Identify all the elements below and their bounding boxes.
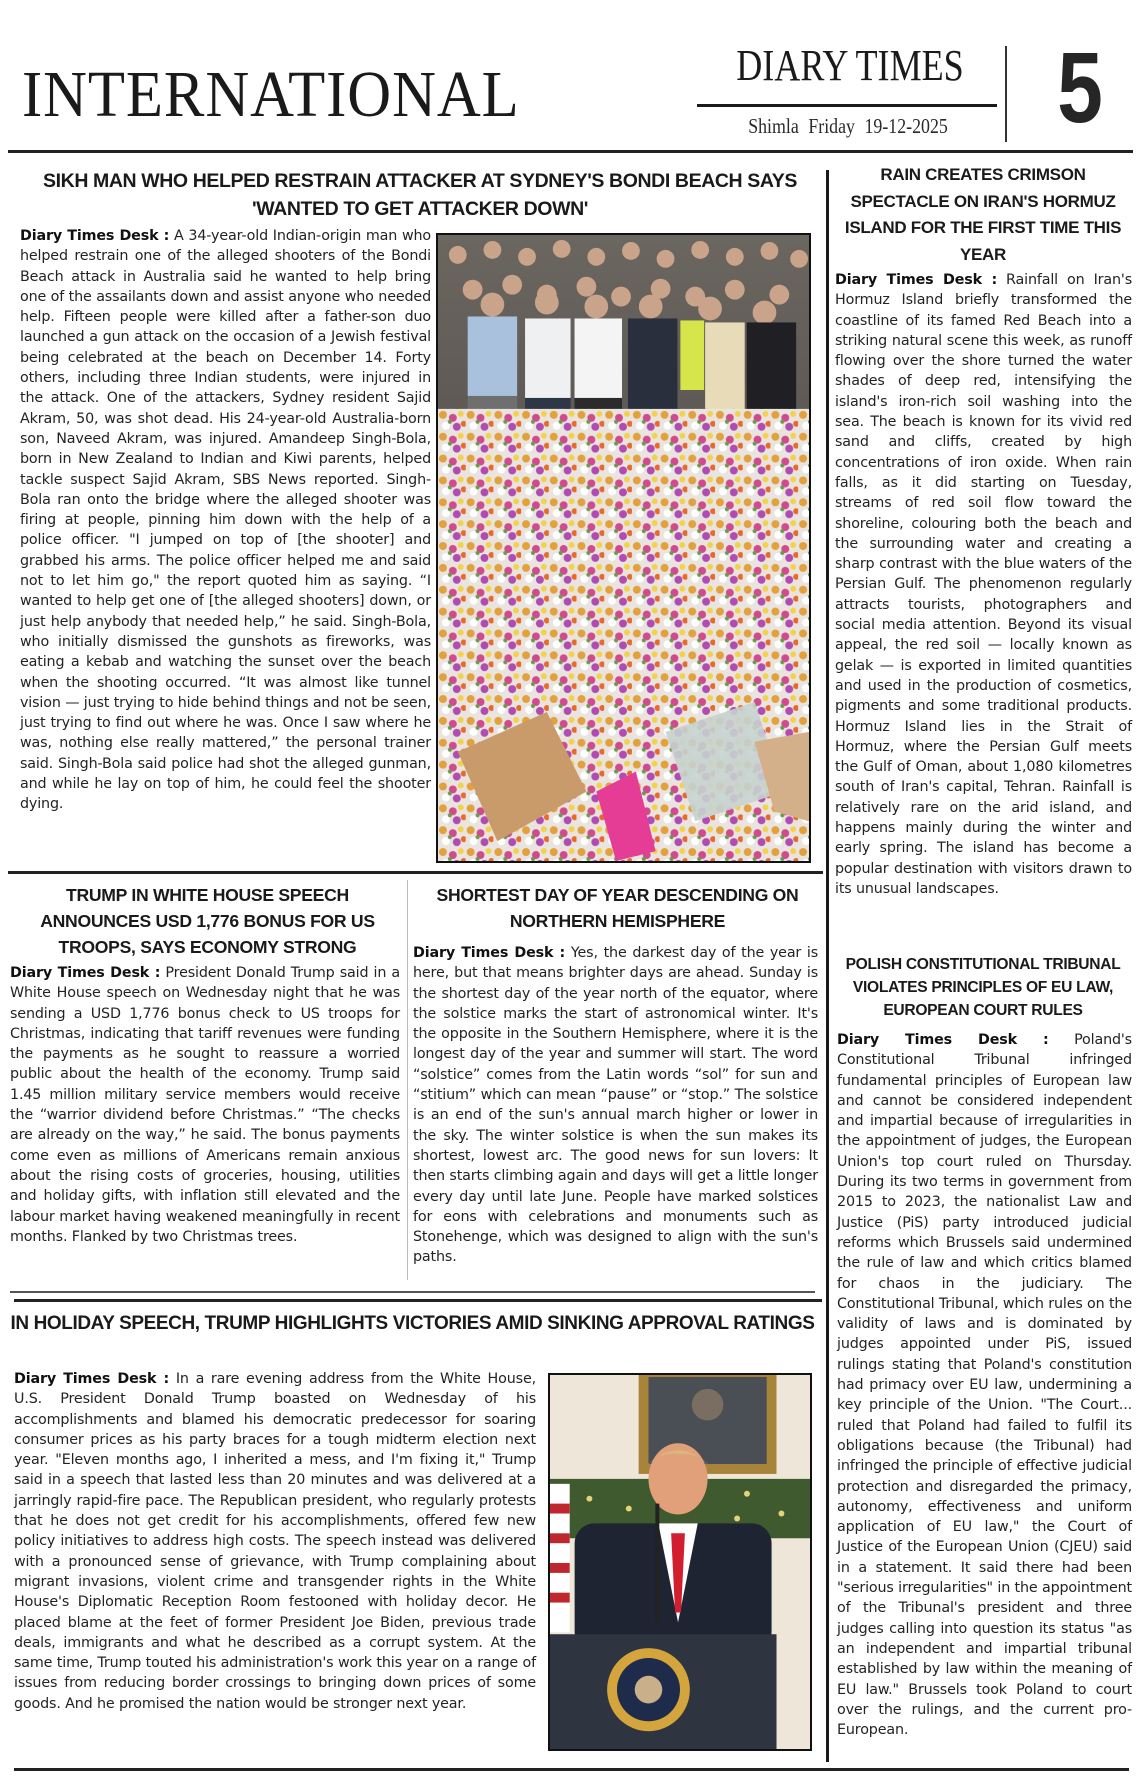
section-divider <box>14 1299 822 1302</box>
headline: POLISH CONSTITUTIONAL TRIBUNAL VIOLATES PRINCIPLES OF EU LAW, EUROPEAN COURT RULES <box>845 956 1121 1019</box>
section-title: INTERNATIONAL <box>22 58 520 131</box>
newspaper-name: DIARY TIMES <box>736 41 964 90</box>
article-body <box>14 1369 536 1714</box>
headline: SIKH MAN WHO HELPED RESTRAIN ATTACKER AT SYDNEY'S BONDI BEACH SAYS 'WANTED TO GET ATTACKER DOWN' <box>43 170 797 220</box>
column-divider <box>407 880 408 1280</box>
photo-trump-podium <box>548 1373 812 1751</box>
masthead-divider <box>1005 46 1007 142</box>
headline: IN HOLIDAY SPEECH, TRUMP HIGHLIGHTS VICTORIES AMID SINKING APPROVAL RATINGS <box>10 1313 815 1334</box>
section-divider <box>10 1291 815 1293</box>
masthead-rule <box>8 150 1133 153</box>
headline: TRUMP IN WHITE HOUSE SPEECH ANNOUNCES USD 1,776 BONUS FOR US TROOPS, SAYS ECONOMY STRONG <box>40 885 375 957</box>
dateline-city: Shimla <box>748 114 799 138</box>
article-text: In a rare evening address from the White House, U.S. President Donald Trump boasted on Wednesday of his accomplishments and blamed his democratic predecessor for soaring consumer prices as his party braces for a tough midterm election next year. "Eleven months ago, I inherited a mess, and I'm fixing it," Trump said in a speech that lasted less than 20 minutes and was delivered at a jarringly rapid-fire pace. The Republican president, who regularly protests that he does not get credit for his accomplishments, offered few new policy initiatives to address high costs. The speech instead was delivered with a pronounced sense of grievance, with Trump complaining about migrant invasions, violent crime and transgender rights in the White House's Diplomatic Reception Room festooned with holiday decor. He placed blame at the feet of former President Joe Biden, previous trade deals, immigrants and what he described as a corrupt system. At the same time, Trump touted his administration's work this year on a range of issues from reducing border crossings to bringing down prices of some goods. And he promised the nation would be stronger next year. <box>14 1371 536 1712</box>
headline: SHORTEST DAY OF YEAR DESCENDING ON NORTHERN HEMISPHERE <box>436 885 799 931</box>
article-body <box>413 943 818 1268</box>
article-body <box>20 226 431 815</box>
article-body <box>10 963 400 1247</box>
article-text: Poland's Constitutional Tribunal infringed fundamental principles of European law and cannot be considered independent and impartial because of irregularities in the appointment of judges, the European Union's top court ruled on Thursday. During its two terms in government from 2015 to 2023, the nationalist Law and Justice (PiS) party introduced judicial reforms which Brussels said undermined the rule of law and which critics blamed for chaos in the judiciary. The Constitutional Tribunal, which rules on the validity of laws and is dominated by judges appointed under PiS, issued rulings stating that Poland's constitution had primacy over EU law, undermining a key principle of the Union. "The Court... ruled that Poland had failed to fulfil its obligations because (the Tribunal) had infringed the principle of effective judicial protection and disregarded the primacy, autonomy, effectiveness and uniform application of EU law," the Court of Justice of the European Union (CJEU) said in a statement. It said there had been "serious irregularities" in the appointment of the Tribunal's president and three judges calling into question its status "as an independent and impartial tribunal established by law within the meaning of EU law." Brussels took Poland to court over the rulings, and the current pro-European. <box>837 1032 1132 1739</box>
article-text: Rainfall on Iran's Hormuz Island briefly transformed the coastline of its famed Red Beach into a striking natural scene this week, as runoff flowing over the shore turned the water shades of deep red, intensifying the island's iron-rich soil washing into the sea. The beach is known for its vivid red sand and cliffs, created by high concentrations of iron oxide. When rain falls, as it did starting on Tuesday, streams of red soil flow toward the shoreline, colouring both the beach and the surrounding water and creating a sharp contrast with the blue waters of the Persian Gulf. The phenomenon regularly attracts tourists, photographers and social media attention. Beyond its visual appeal, the red soil — locally known as gelak — is exported in limited quantities and used in the production of cosmetics, pigments and some traditional products. Hormuz Island lies in the Strait of Hormuz, where the Persian Gulf meets the Gulf of Oman, about 1,080 kilometres south of Iran's capital, Tehran. Rainfall is relatively rare on the arid island, and happens mainly during the winter and early spring. The island has become a popular destination with visitors drawn to its unusual landscapes. <box>835 272 1132 897</box>
article-text: A 34-year-old Indian-origin man who helped restrain one of the alleged shooters of the Bondi Beach attack in Australia said he wanted to help bring one of the assailants down and assist anyone who needed help. Fifteen people were killed after a father-son duo launched a gun attack on the occasion of a Jewish festival being celebrated at the beach on December 14. Forty others, including three Indian students, were injured in the attack. One of the attackers, Sydney resident Sajid Akram, 50, was shot dead. His 24-year-old Australia-born son, Naveed Akram, was injured. Amandeep Singh-Bola, born in New Zealand to Indian and Kiwi parents, helped tackle suspect Sajid Akram, SBS News reported. Singh-Bola ran onto the bridge where the alleged shooter was firing at people, pinning him down with the help of a police officer. "I jumped on top of [the shooter] and grabbed his arms. The police officer helped me and said not to let him go," the report quoted him as saying. “I wanted to help get one of [the alleged shooters] down, or just help anybody that needed help,” he said. Singh-Bola, who initially dismissed the gunshots as fireworks, was eating a kebab and watching the sunset over the beach when the shooting occurred. “It was almost like tunnel vision — just trying to hide behind things and not be seen, just trying to find out where he was. Once I saw where he was, nothing else really mattered,” the personal trainer said. Singh-Bola said police had shot the alleged gunman, and while he lay on top of him, he could feel the shooter dying. <box>20 228 431 813</box>
column-divider <box>826 170 829 1762</box>
dateline-date: 19-12-2025 <box>864 114 948 138</box>
byline: Diary Times Desk : <box>837 1032 1049 1048</box>
byline: Diary Times Desk : <box>413 945 566 961</box>
podium-photo-illustration <box>550 1375 810 1749</box>
article-text: President Donald Trump said in a White House speech on Wednesday night that he was sending a USD 1,776 bonus check to US troops for Christmas, indicating that tariff revenues were funding the payments as he sought to reassure a worried public about the health of the economy. Trump said 1.45 million military service members would receive the “warrior dividend before Christmas.” “The checks are already on the way,” he said. The bonus payments come even as millions of Americans remain anxious about the rising costs of groceries, housing, utilities and holiday gifts, with inflation still elevated and the labour market having weakened meaningfully in recent months. Flanked by two Christmas trees. <box>10 965 400 1245</box>
masthead-underline <box>697 104 997 107</box>
article-text: Yes, the darkest day of the year is here, but that means brighter days are ahead. Sunday is the shortest day of the year north of the equator, where the solstice marks the start of astronomical winter. It's the opposite in the Southern Hemisphere, where it is the longest day of the year and summer will start. The word “solstice” comes from the Latin words “sol” for sun and “stitium” which can mean “pause” or “stop.” The solstice is an end of the sun's annual march higher or lower in the sky. The winter solstice is when the sun makes its shortest, lowest arc. The good news for sun lovers: It then starts climbing again and days will get a little longer every day until late June. People have marked solstices for eons with celebrations and monuments such as Stonehenge, which was designed to align with the sun's paths. <box>413 945 819 1266</box>
dateline-day: Friday <box>808 114 855 138</box>
article-body <box>835 270 1132 899</box>
memorial-photo-illustration <box>438 235 809 861</box>
section-divider <box>8 871 823 874</box>
byline: Diary Times Desk : <box>10 965 161 981</box>
byline: Diary Times Desk : <box>835 272 998 288</box>
page-number: 5 <box>1057 32 1103 144</box>
dateline <box>722 114 974 139</box>
byline: Diary Times Desk : <box>14 1371 170 1387</box>
article-body <box>837 1030 1132 1740</box>
byline: Diary Times Desk : <box>20 228 170 244</box>
headline: RAIN CREATES CRIMSON SPECTACLE ON IRAN'S HORMUZ ISLAND FOR THE FIRST TIME THIS YEAR <box>844 165 1122 264</box>
photo-bondi-memorial <box>436 233 811 863</box>
page-bottom-rule <box>14 1768 1129 1771</box>
